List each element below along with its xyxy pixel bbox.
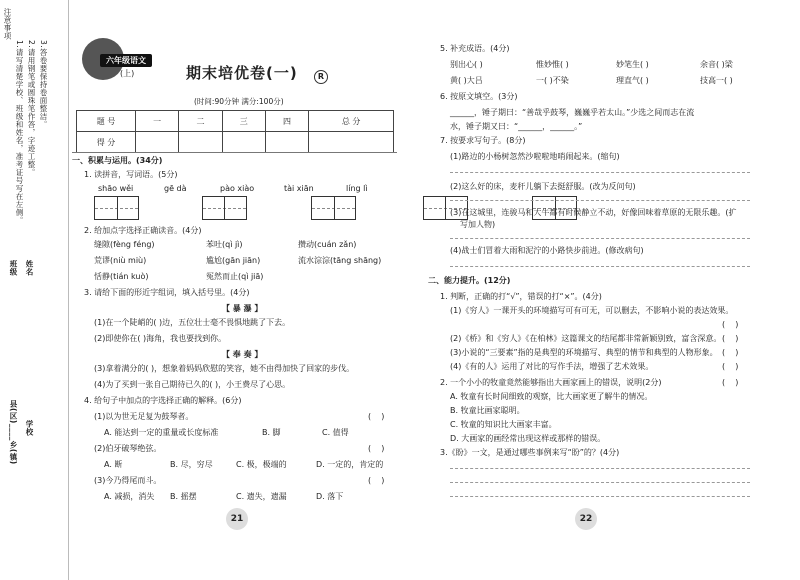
answer-line[interactable]: [450, 266, 750, 267]
idiom-blank[interactable]: 一( )不染: [536, 76, 569, 85]
note-3: 3.答卷要保持卷面整洁。: [39, 40, 48, 129]
school-field-label: 学校: [25, 420, 34, 436]
q3-prompt: 3. 请给下面的形近字组词，填入括号里。(4分): [84, 288, 250, 297]
answer-paren[interactable]: ( ): [722, 348, 739, 357]
q4-item-1: (1)以为世无足复为鼓琴者。: [94, 412, 194, 421]
divider: [72, 152, 397, 153]
section-2-title: 二、能力提升。(12分): [428, 276, 511, 285]
pinyin-label: pào xiào: [220, 184, 255, 193]
p3-prompt: 3.《盼》一文，是通过哪些事例来写“盼”的？(4分): [440, 448, 620, 457]
p2-option[interactable]: A. 牧童有长时间细致的观察，比大画家更了解牛的情况。: [450, 392, 653, 401]
name-field-label: 姓名: [25, 260, 34, 276]
idiom-blank[interactable]: 黄( )大吕: [450, 76, 483, 85]
q3-sentence-4[interactable]: (4)为了买到一张自己期待已久的( )，小王费尽了心思。: [94, 380, 291, 389]
pinyin-label: shāo wěi: [98, 184, 134, 193]
answer-line[interactable]: [450, 172, 750, 173]
score-cell[interactable]: [222, 132, 265, 153]
judge-item: (2)《桥》和《穷人》《在柏林》这篇课文的结尾都非常新颖别致，富含深意。: [450, 334, 722, 343]
pinyin-label: tài xiān: [284, 184, 314, 193]
q2-option[interactable]: 流水淙淙(tāng shāng): [298, 256, 382, 265]
notes-title: 注意事项: [3, 8, 12, 40]
exam-subtitle: (时间:90分钟 满分:100分): [194, 97, 284, 106]
table-cell: 三: [222, 111, 265, 132]
q4-option[interactable]: B. 摇摆: [170, 492, 197, 501]
table-cell: 二: [179, 111, 222, 132]
q2-option[interactable]: 荒谬(niù miù): [94, 256, 147, 265]
answer-paren[interactable]: ( ): [722, 334, 739, 343]
q4-option[interactable]: B. 尽，穷尽: [170, 460, 213, 469]
q4-option[interactable]: B. 脚: [262, 428, 281, 437]
score-table-header-row: [77, 111, 394, 132]
p2-prompt: 2. 一个小小的牧童竟然能够指出大画家画上的错误，说明(2分): [440, 378, 662, 387]
p2-option[interactable]: C. 牧童的知识比大画家丰富。: [450, 420, 557, 429]
pinyin-label: líng lì: [346, 184, 368, 193]
answer-paren[interactable]: ( ): [368, 444, 385, 453]
q7-item-3-cont: 写加人物): [460, 220, 496, 229]
q2-option[interactable]: 冤然而止(qì jiā): [206, 272, 264, 281]
q4-option[interactable]: C. 值得: [322, 428, 349, 437]
answer-paren[interactable]: ( ): [722, 320, 739, 329]
q4-option[interactable]: C. 遗失，遗漏: [236, 492, 287, 501]
q4-option[interactable]: A. 断: [104, 460, 123, 469]
score-cell[interactable]: [179, 132, 222, 153]
idiom-blank[interactable]: 妙笔生( ): [616, 60, 649, 69]
idiom-blank[interactable]: 余音( )梁: [700, 60, 733, 69]
table-cell: 题 号: [77, 111, 136, 132]
answer-line[interactable]: [450, 238, 750, 239]
answer-paren[interactable]: ( ): [368, 476, 385, 485]
table-cell: 得 分: [77, 132, 136, 153]
q2-option[interactable]: 攒动(cuán zǎn): [298, 240, 357, 249]
answer-line[interactable]: [450, 482, 750, 483]
q6-prompt: 6. 按原文填空。(3分): [440, 92, 518, 101]
q7-item-4: (4)战士们冒着大雨和泥泞的小路快步前进。(修改病句): [450, 246, 644, 255]
note-1: 1.请写清楚学校、班级和姓名，准考证号写在左侧。: [15, 40, 24, 225]
q4-option[interactable]: D. 落下: [316, 492, 344, 501]
q4-option[interactable]: A. 能达到一定的重量或长度标准: [104, 428, 219, 437]
q2-option[interactable]: 苯吐(qì jì): [206, 240, 243, 249]
q6-line-1[interactable]: ______，锤子期曰：“善哉乎鼓琴，巍巍乎若太山。”少选之间而志在流: [450, 108, 695, 117]
grade-badge: 六年级语文: [100, 54, 152, 67]
q3-sentence-2[interactable]: (2)即使你在( )海角，我也要找到你。: [94, 334, 227, 343]
score-cell[interactable]: [309, 132, 394, 153]
judge-item: (1)《穷人》一课开头的环境描写可有可无，可以删去，不影响小说的表达效果。: [450, 306, 734, 315]
score-table: [76, 110, 394, 153]
pinyin-label: gē dà: [164, 184, 187, 193]
q7-item-3: (3)在这城里，连骏马和大牛都有时候静立不动，好像回味着草原的无限乐趣。(扩: [450, 208, 737, 217]
judge-item: (3)小说的“三要素”指的是典型的环境描写、典型的情节和典型的人物形象。: [450, 348, 718, 357]
q2-option[interactable]: 恬静(tián kuò): [94, 272, 149, 281]
score-cell[interactable]: [265, 132, 308, 153]
q7-item-2: (2)这么好的床，麦秆儿躺下去挺舒服。(改为反问句): [450, 182, 636, 191]
page-title: 期末培优卷(一): [186, 64, 298, 82]
q7-prompt: 7. 按要求写句子。(8分): [440, 136, 526, 145]
answer-line[interactable]: [450, 496, 750, 497]
answer-paren[interactable]: ( ): [368, 412, 385, 421]
binding-sidebar: [0, 0, 69, 580]
registered-mark-icon: R: [314, 70, 328, 84]
q3-sentence-1[interactable]: (1)在一个陡峭的( )边，五位壮士毫不畏惧地跳了下去。: [94, 318, 291, 327]
q4-item-2: (2)伯牙破琴绝弦。: [94, 444, 162, 453]
table-cell: 一: [136, 111, 179, 132]
table-cell: 四: [265, 111, 308, 132]
answer-line[interactable]: [450, 468, 750, 469]
writing-box[interactable]: [94, 196, 139, 220]
score-table-score-row: [77, 132, 394, 153]
writing-box[interactable]: [311, 196, 356, 220]
note-2: 2.请用钢笔或圆珠笔作答，字迹工整。: [27, 40, 36, 177]
q4-prompt: 4. 给句子中加点的字选择正确的解释。(6分): [84, 396, 242, 405]
answer-line[interactable]: [450, 200, 750, 201]
page-number-right: 22: [575, 508, 597, 530]
idiom-blank[interactable]: 理直气( ): [616, 76, 649, 85]
judge-item: (4)《有的人》运用了对比的写作手法，增强了艺术效果。: [450, 362, 654, 371]
idiom-blank[interactable]: 惟妙惟( ): [536, 60, 569, 69]
q4-option[interactable]: C. 极，极端的: [236, 460, 287, 469]
section-1-title: 一、积累与运用。(34分): [72, 156, 163, 165]
county-field-label: 县(区)____乡(镇): [9, 400, 18, 465]
p2-option[interactable]: D. 大画家的画经常出现这样或那样的错误。: [450, 434, 606, 443]
q7-item-1: (1)路边的小杨树忽然沙啦啦地哨闹起来。(缩句): [450, 152, 620, 161]
grade-badge-sub: (上): [120, 69, 135, 78]
table-cell: 总 分: [309, 111, 394, 132]
answer-paren[interactable]: ( ): [722, 378, 739, 387]
answer-paren[interactable]: ( ): [722, 362, 739, 371]
writing-box[interactable]: [202, 196, 247, 220]
q4-option[interactable]: D. 一定的，肯定的: [316, 460, 384, 469]
q6-line-2[interactable]: 水，锤子期又曰：“______，______。”: [450, 122, 583, 131]
q2-option[interactable]: 尴尬(gān jiān): [206, 256, 261, 265]
p2-option[interactable]: B. 牧童比画家聪明。: [450, 406, 525, 415]
q3-word-group-2: 【 奉 奏 】: [222, 350, 263, 359]
writing-boxes: [94, 196, 329, 222]
q2-prompt: 2. 给加点字选择正确读音。(4分): [84, 226, 202, 235]
page-number-left: 21: [226, 508, 248, 530]
idiom-blank[interactable]: 技高一( ): [700, 76, 733, 85]
class-field-label: 班级: [9, 260, 18, 276]
score-cell[interactable]: [136, 132, 179, 153]
q5-prompt: 5. 补充成语。(4分): [440, 44, 510, 53]
q3-sentence-3[interactable]: (3)拿着满分的( )，想象着妈妈欣慰的笑容，她不由得加快了回家的步伐。: [94, 364, 355, 373]
idiom-blank[interactable]: 别出心( ): [450, 60, 483, 69]
p1-prompt: 1. 判断，正确的打“√”，错误的打“×”。(4分): [440, 292, 602, 301]
q4-option[interactable]: A. 减损，消失: [104, 492, 155, 501]
q3-word-group-1: 【 暴 瀑 】: [222, 304, 263, 313]
q2-option[interactable]: 缝隙(fèng féng): [94, 240, 155, 249]
q4-item-3: (3)今乃得尾而斗。: [94, 476, 162, 485]
q1-prompt: 1. 读拼音，写词语。(5分): [84, 170, 178, 179]
